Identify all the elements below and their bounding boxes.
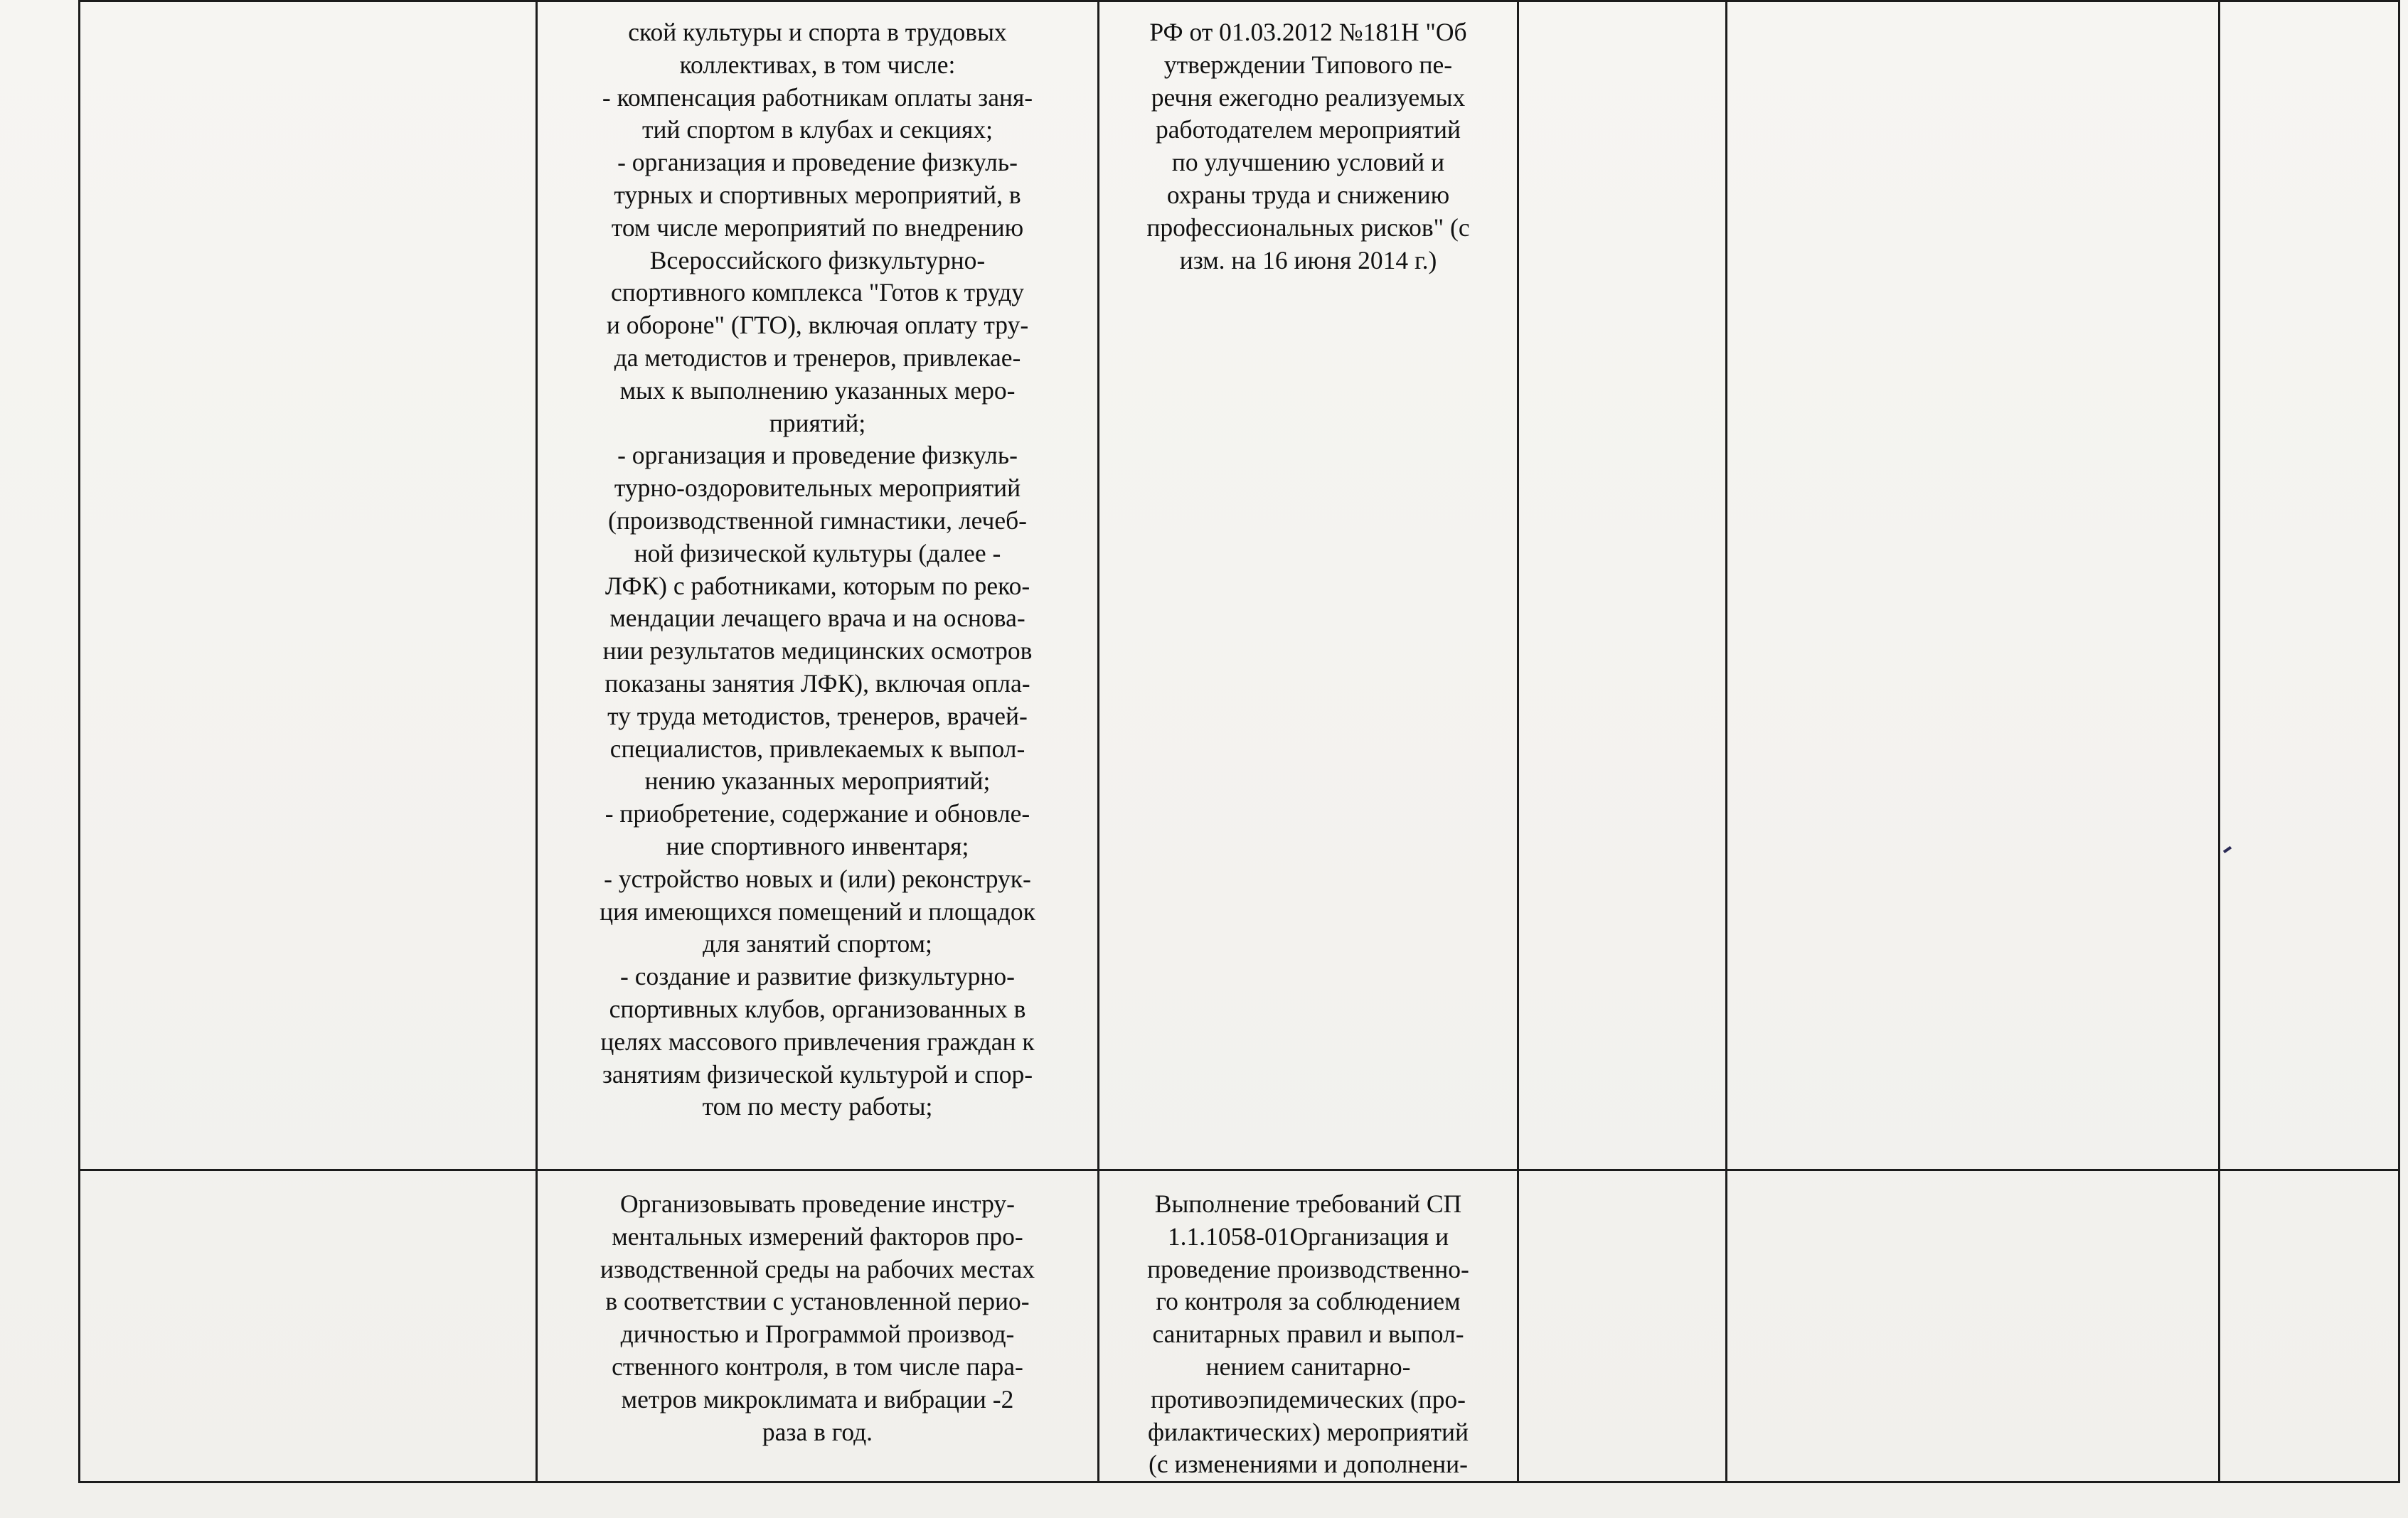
text-line: турных и спортивных мероприятий, в (614, 180, 1021, 209)
text-line: показаны занятия ЛФК), включая опла- (604, 668, 1030, 697)
table-row (80, 1, 2399, 1170)
table-cell-col5 (1727, 1170, 2220, 1482)
text-line: турно-оздоровительных мероприятий (614, 474, 1021, 503)
text-line: ментальных измерений факторов про- (612, 1222, 1023, 1251)
cell-text-legal-basis (1099, 1171, 1517, 1481)
table-cell-legal-basis (1099, 1170, 1518, 1482)
text-line: ту труда методистов, тренеров, врачей- (607, 701, 1028, 730)
table-cell-col1 (80, 1, 537, 1170)
cell-text-measures (538, 1171, 1097, 1448)
table-cell-col5 (1727, 1, 2220, 1170)
text-line: специалистов, привлекаемых к выпол- (609, 734, 1025, 763)
cell-text-legal-basis (1099, 2, 1517, 277)
text-line: раза в год. (762, 1417, 873, 1446)
table-cell-col6 (2220, 1, 2399, 1170)
text-line: том числе мероприятий по внедрению (611, 213, 1024, 242)
text-line: коллективах, в том числе: (679, 50, 956, 79)
text-line: том по месту работы; (702, 1092, 933, 1121)
text-line: Всероссийского физкультурно- (649, 245, 986, 274)
text-line: речня ежегодно реализуемых (1151, 82, 1466, 112)
table-cell-measures (537, 1, 1099, 1170)
text-line: ция имеющихся помещений и площадок (600, 897, 1035, 926)
text-line: ЛФК) с работниками, которым по реко- (604, 571, 1030, 600)
text-line: спортивного комплекса "Готов к труду (610, 278, 1025, 307)
cell-text-measures (538, 2, 1097, 1123)
text-line: - компенсация работникам оплаты заня- (602, 82, 1033, 112)
text-line: филактических) мероприятий (1147, 1417, 1469, 1446)
text-line: в соответствии с установленной перио- (605, 1287, 1030, 1316)
text-line: го контроля за соблюдением (1156, 1287, 1461, 1316)
text-line: профессиональных рисков" (с (1146, 213, 1470, 242)
text-line: нению указанных мероприятий; (644, 766, 991, 796)
text-line: ской культуры и спорта в трудовых (628, 18, 1007, 46)
text-line: изводственной среды на рабочих местах (600, 1254, 1035, 1283)
text-line: - приобретение, содержание и обновле- (604, 799, 1030, 828)
text-line: 1.1.1058-01Организация и (1167, 1222, 1449, 1251)
text-line: - устройство новых и (или) реконструк- (604, 864, 1031, 893)
measures-table (78, 0, 2400, 1483)
text-line: противоэпидемических (про- (1150, 1384, 1466, 1413)
text-line: приятий; (769, 408, 866, 437)
text-line: ственного контроля, в том числе пара- (612, 1352, 1023, 1381)
text-line: (с изменениями и дополнени- (1149, 1450, 1468, 1479)
text-line: (производственной гимнастики, лечеб- (608, 506, 1027, 535)
text-line: да методистов и тренеров, привлекае- (614, 343, 1021, 372)
text-line: целях массового привлечения граждан к (600, 1027, 1035, 1056)
text-line: мендации лечащего врача и на основа- (609, 604, 1025, 633)
text-line: ние спортивного инвентаря; (666, 831, 969, 860)
text-line: - организация и проведение физкуль- (617, 441, 1018, 470)
table-cell-col6 (2220, 1170, 2399, 1482)
text-line: нии результатов медицинских осмотров (602, 636, 1033, 666)
text-line: - создание и развитие физкультурно- (620, 962, 1015, 991)
text-line: работодателем мероприятий (1156, 115, 1461, 144)
text-line: Организовывать проведение инстру- (620, 1190, 1015, 1218)
text-line: дичностью и Программой производ- (620, 1320, 1015, 1349)
text-line: РФ от 01.03.2012 №181Н "Об (1149, 18, 1467, 46)
text-line: мых к выполнению указанных меро- (619, 375, 1016, 405)
table-cell-measures (537, 1170, 1099, 1482)
table-cell-col1 (80, 1170, 537, 1482)
text-line: санитарных правил и выпол- (1152, 1320, 1464, 1349)
text-line: и обороне" (ГТО), включая оплату тру- (606, 311, 1029, 340)
text-line: метров микроклимата и вибрации -2 (621, 1384, 1014, 1413)
table-cell-col4 (1518, 1170, 1727, 1482)
text-line: ной физической культуры (далее - (634, 538, 1001, 567)
text-line: занятиям физической культурой и спор- (602, 1059, 1033, 1089)
text-line: изм. на 16 июня 2014 г.) (1179, 245, 1437, 274)
text-line: спортивных клубов, организованных в (609, 994, 1026, 1023)
text-line: Выполнение требований СП (1154, 1190, 1462, 1218)
text-line: нением санитарно- (1205, 1352, 1411, 1381)
text-line: по улучшению условий и (1171, 148, 1445, 177)
table-cell-col4 (1518, 1, 1727, 1170)
text-line: тий спортом в клубах и секциях; (642, 115, 993, 144)
table-cell-legal-basis (1099, 1, 1518, 1170)
text-line: для занятий спортом; (703, 929, 932, 958)
text-line: охраны труда и снижению (1166, 180, 1450, 209)
table-row (80, 1170, 2399, 1482)
text-line: утверждении Типового пе- (1163, 50, 1453, 79)
text-line: - организация и проведение физкуль- (617, 148, 1018, 177)
text-line: проведение производственно- (1147, 1254, 1469, 1283)
